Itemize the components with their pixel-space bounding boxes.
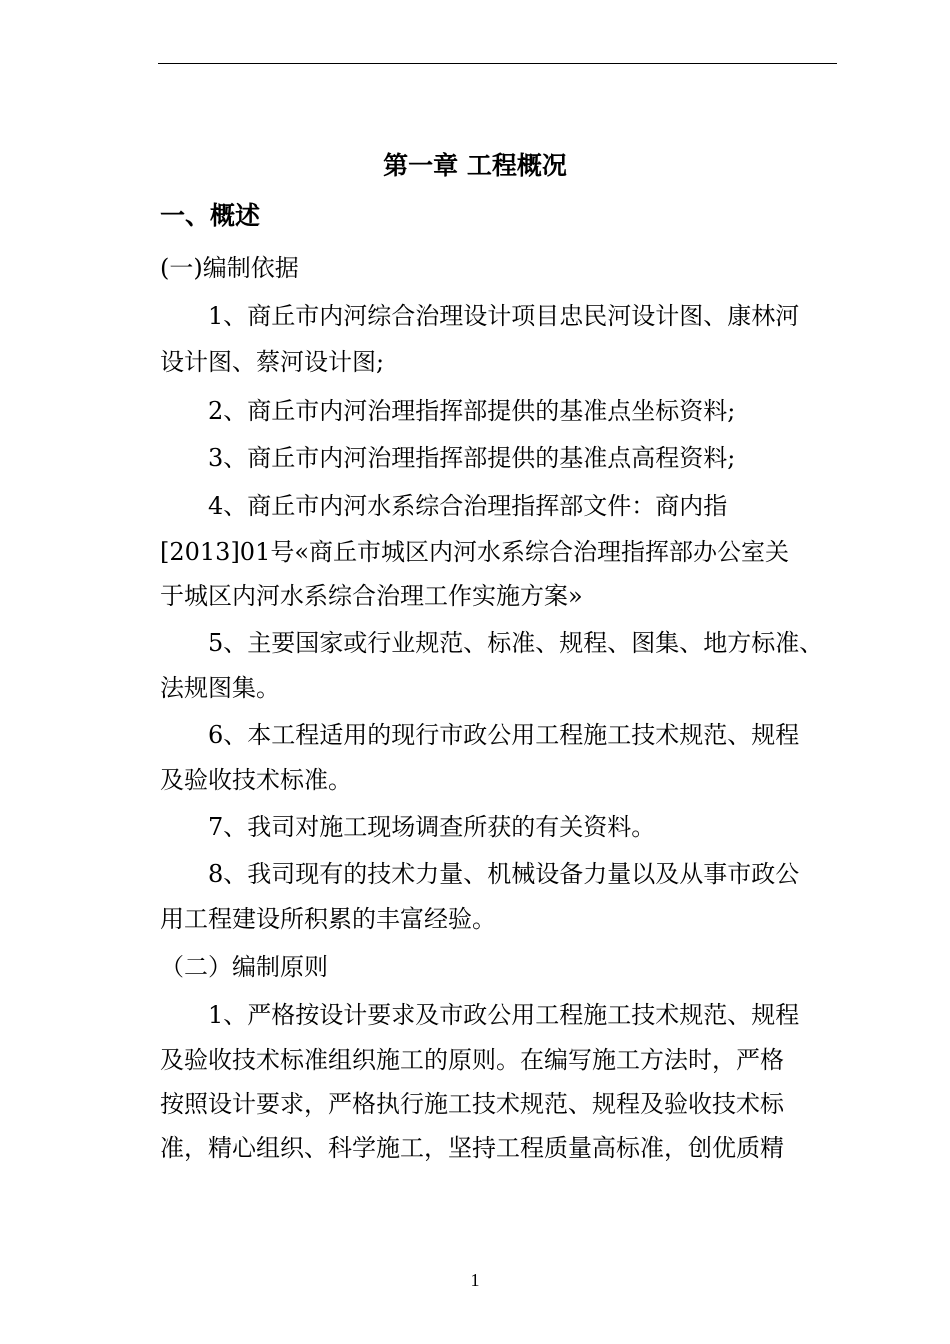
header-rule [158,63,837,64]
list-item-line: 4、商丘市内河水系综合治理指挥部文件：商内指 [208,492,728,520]
subsection-heading: (一)编制依据 [160,254,299,282]
list-item-line: 5、主要国家或行业规范、标准、规程、图集、地方标准、 [208,629,824,657]
paragraph-line: 1、严格按设计要求及市政公用工程施工技术规范、规程 [208,1001,800,1029]
chapter-title: 第一章 工程概况 [383,151,567,180]
paragraph-line: 及验收技术标准组织施工的原则。在编写施工方法时，严格 [160,1046,784,1074]
list-item-line: 7、我司对施工现场调查所获的有关资料。 [208,813,656,841]
paragraph-line: 准，精心组织、科学施工，坚持工程质量高标准，创优质精 [160,1134,784,1162]
page-number: 1 [470,1270,480,1290]
list-item-line: 于城区内河水系综合治理工作实施方案» [160,582,583,610]
list-item-line: 用工程建设所积累的丰富经验。 [160,905,496,933]
paragraph-line: 按照设计要求，严格执行施工技术规范、规程及验收技术标 [160,1090,784,1118]
list-item-line: 3、商丘市内河治理指挥部提供的基准点高程资料; [208,444,736,472]
section-heading: 一、概述 [160,201,261,230]
list-item-line: 法规图集。 [160,674,280,702]
list-item-line: 2、商丘市内河治理指挥部提供的基准点坐标资料; [208,397,736,425]
list-item-line: 1、商丘市内河综合治理设计项目忠民河设计图、康林河 [208,302,800,330]
list-item-line: [2013]01号«商丘市城区内河水系综合治理指挥部办公室关 [160,538,790,566]
subsection-heading: （二）编制原则 [160,953,328,981]
list-item-line: 及验收技术标准。 [160,766,352,794]
list-item-line: 6、本工程适用的现行市政公用工程施工技术规范、规程 [208,721,800,749]
list-item-line: 8、我司现有的技术力量、机械设备力量以及从事市政公 [208,860,800,888]
list-item-line: 设计图、蔡河设计图; [160,348,385,376]
